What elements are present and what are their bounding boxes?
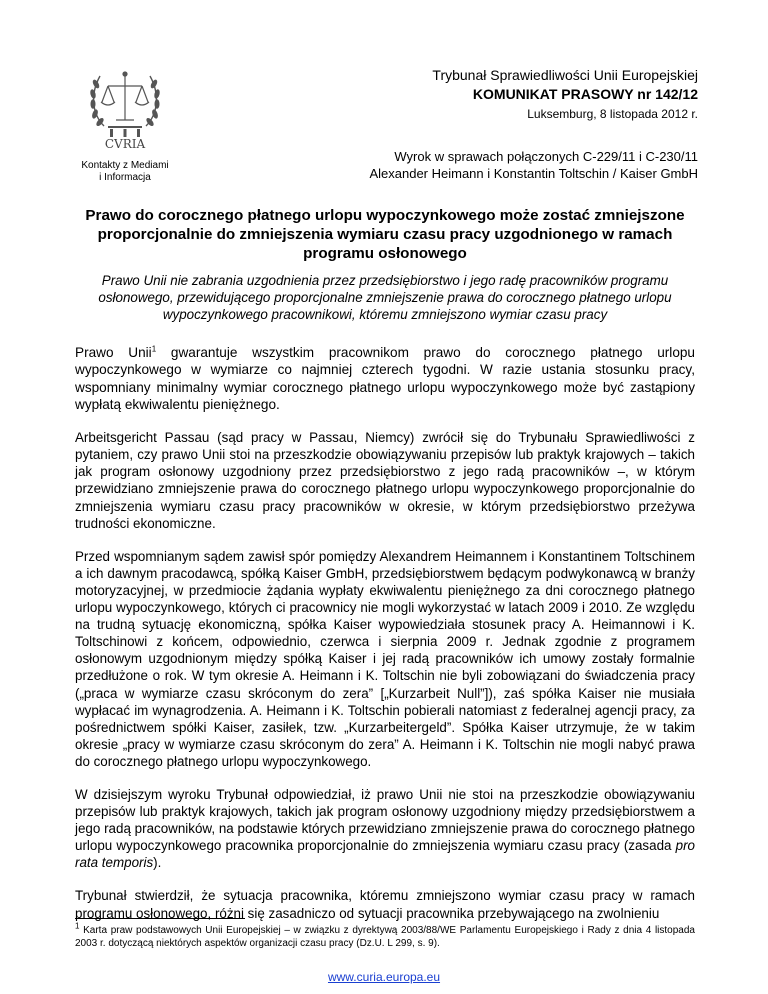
curia-website-link[interactable]: www.curia.europa.eu: [327, 970, 441, 984]
body-text: [75, 344, 695, 938]
lead-summary: Prawo Unii nie zabrania uzgodnienia przez przedsiębiorstwo i jego radę pracowników programu osłonowego, przewidującego proporcjonalne zmniejszenie prawa do corocznego płatnego urlopu wypoczynkowego pracownikowi, któremu zmniejszono wymiar czasu pracy: [98, 273, 672, 322]
footnote-divider: [75, 918, 245, 919]
paragraph: Przed wspomnianym sądem zawisł spór pomiędzy Alexandrem Heimannem i Konstantinem Toltschinem a ich dawnym pracodawcą, spółką Kaiser GmbH, przedsiębiorstwem będącym podwykonawcą w branży motoryzacyjnej, w przedmiocie żądania wypłaty ekwiwalentu pieniężnego za dni corocznego płatnego urlopu wypoczynkowego, których ci pracownicy nie mogli wykorzystać w latach 2009 i 2010. Ze względu na trudną sytuację ekonomiczną, spółka Kaiser wypowiedziała stosunek pracy A. Heimannowi i K. Toltschinowi z końcem, odpowiednio, czerwca i sierpnia 2009 r. Jednak zgodnie z programem osłonowym uzgodnionym między spółką Kaiser i jej radą pracowników ich umowy zostały formalnie przedłużone o rok. W tym okresie A. Heimann i K. Toltschin nie byli zobowiązani do świadczenia pracy („praca w wymiarze czasu skróconym do zera” [„Kurzarbeit Null”]), zaś spółka Kaiser nie musiała wypłacać im wynagrodzenia. A. Heimann i K. Toltschin pobierali natomiast z federalnej agencji pracy, za pośrednictwem spółki Kaiser, zasiłek, tzw. „Kurzarbeitergeld”. Spółka Kaiser utrzymuje, że w takim okresie „pracy w wymiarze czasu skróconym do zera” A. Heimann i K. Toltschin nie mogli nabyć prawa do corocznego płatnego urlopu wypoczynkowego.: [75, 548, 695, 769]
institution-name: Trybunał Sprawiedliwości Unii Europejskiej: [432, 67, 698, 83]
footnote: $^1$ Karta praw podstawowych Unii Europejskiej – w związku z dyrektywą 2003/88/WE Parlamentu Europejskiego i Rady z dnia 4 listopada 2003 r. dotyczącą niektórych aspektów organizacji czasu pracy (Dz.U. L 299, s. 9).: [75, 921, 695, 949]
logo-text: CVRIA: [104, 137, 146, 151]
place-date: Luksemburg, 8 listopada 2012 r.: [527, 107, 698, 121]
paragraph: W dzisiejszym wyroku Trybunał odpowiedział, iż prawo Unii nie stoi na przeszkodzie obowiązywaniu przepisów lub praktyk krajowych, takich jak program osłonowy uzgodniony między przedsiębiorstwem a jego radą pracowników, na podstawie których przewidziano zmniejszenie prawa do corocznego płatnego urlopu wypoczynkowego pracownika proporcjonalnie do zmniejszenia wymiaru czasu pracy (zasada pro rata temporis).: [75, 786, 695, 871]
scales-of-justice-icon: [101, 72, 149, 120]
paragraph: Arbeitsgericht Passau (sąd pracy w Passau, Niemcy) zwrócił się do Trybunału Sprawiedliwości z pytaniem, czy prawo Unii stoi na przeszkodzie obowiązywaniu przepisów lub praktyk krajowych – takich jak program osłonowy uzgodniony przez przedsiębiorstwo z jego radą pracowników –, w którym przewidziano zmniejszenie prawa do corocznego płatnego urlopu wypoczynkowego proporcjonalnie do zmniejszenia wymiaru czasu pracy pracowników w okresie, w którym przedsiębiorstwo przeżywa trudności ekonomiczne.: [75, 430, 695, 531]
media-contacts-label: Kontakty z Mediami i Informacja: [81, 160, 169, 183]
curia-logo: [82, 62, 168, 152]
footnote-reference: 1: [151, 344, 157, 354]
paragraph: Prawo Unii$^1$ gwarantuje wszystkim pracownikom prawo do corocznego płatnego urlopu wypoczynkowego w wymiarze co najmniej czterech tygodni. W razie ustania stosunku pracy, wspomniany minimalny wymiar corocznego płatnego urlopu wypoczynkowego może być zastąpiony wypłatą ekwiwalentu pieniężnego.: [75, 344, 695, 412]
paragraph: Trybunał stwierdził, że sytuacja pracownika, któremu zmniejszono wymiar czasu pracy w ramach programu osłonowego, różni się zasadniczo od sytuacji pracownika przebywającego na zwolnieniu: [75, 888, 695, 921]
case-reference: Wyrok w sprawach połączonych C-229/11 i C-230/11 Alexander Heimann i Konstantin Toltschin / Kaiser GmbH: [369, 149, 698, 181]
columns-icon: [108, 126, 142, 137]
page-title: Prawo do corocznego płatnego urlopu wypoczynkowego może zostać zmniejszone proporcjonalnie do zmniejszenia wymiaru czasu pracy uzgodnionego w ramach programu osłonowego: [85, 207, 685, 262]
communique-number: KOMUNIKAT PRASOWY nr 142/12: [472, 86, 698, 102]
